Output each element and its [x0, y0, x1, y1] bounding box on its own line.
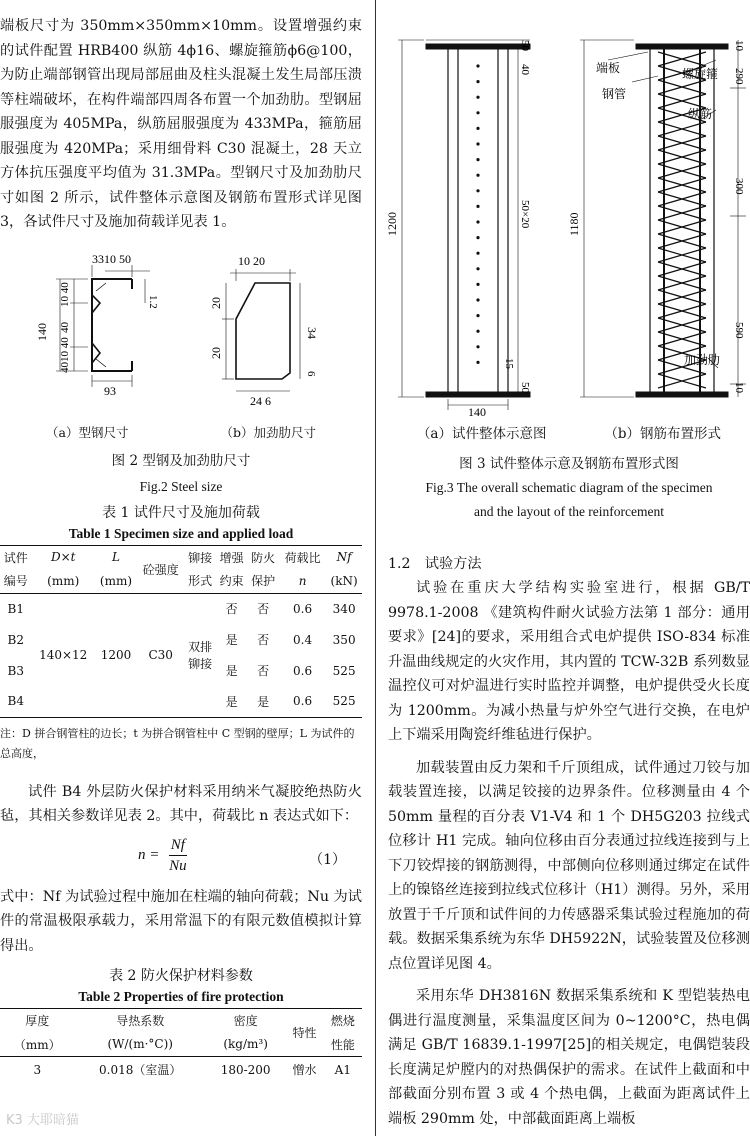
- table2-title-cn: 表 2 防火保护材料参数: [109, 968, 253, 984]
- t1-r4-n: 0.6: [293, 694, 313, 709]
- t1-rivet-2: 铆接: [188, 657, 213, 671]
- t2-h-dens: 密度: [233, 1014, 258, 1029]
- stiffener-drawing: [222, 269, 300, 391]
- dim-b-bottom: 24 6: [250, 393, 271, 408]
- rivet-dot: [476, 236, 479, 239]
- fig2-sub-b: （b）加劲肋尺寸: [220, 424, 316, 440]
- label-long-bar: 纵筋: [688, 107, 713, 121]
- t1-h-id: 试件: [3, 550, 28, 565]
- dim-3a-top: 50: [519, 40, 531, 51]
- t2-h-prop: 特性: [285, 1009, 323, 1057]
- eq-denominator: Nu: [169, 855, 187, 876]
- fig3-caption-cn: 图 3 试件整体示意及钢筋布置形式图: [459, 456, 679, 472]
- dim-b-top: 10 20: [238, 253, 265, 268]
- t1-r2-id: B2: [7, 632, 24, 647]
- t2-h2-thick: （mm）: [13, 1037, 61, 1052]
- t2-dens: 180-200: [220, 1062, 271, 1077]
- dim-3a-mid: 50×20: [519, 200, 531, 229]
- rivet-dot: [476, 205, 479, 208]
- t1-r1-id: B1: [7, 601, 24, 616]
- dim-b-left2: 20: [209, 346, 223, 359]
- fig3-sub-b: （b）钢筋布置形式: [604, 426, 722, 442]
- rivet-dot: [476, 345, 479, 348]
- t2-h2-cond: (W/(m·°C)): [107, 1037, 173, 1052]
- table1-note: 注：D 拼合钢管柱的边长；t 为拼合钢管柱中 C 型钢的壁厚；L 为试件的总高度，: [0, 726, 355, 760]
- t1-h-nf: Nf: [336, 550, 352, 565]
- dim-3a-total: 1200: [385, 212, 399, 236]
- t1-r4-fh: 是: [257, 694, 270, 709]
- label-stiffener: 加劲肋: [684, 353, 721, 367]
- figure-3: [385, 0, 750, 419]
- fig3-caption-en2: and the layout of the reinforcement: [473, 504, 665, 519]
- dim-3b-590: 590: [733, 322, 745, 339]
- t1-l: 1200: [100, 648, 132, 662]
- t2-prop: 憎水: [292, 1063, 317, 1078]
- t2-cond: 0.018（室温）: [99, 1063, 182, 1078]
- t1-h2-fh: 保护: [251, 574, 276, 589]
- dim-3b-10a: 10: [733, 40, 745, 51]
- paragraph-eq-explain: 式中：Nf 为试验过程中施加在柱端的轴向荷载；Nu 为试件的常温极限承载力，采用常温下的有限元数值模拟计算得出。: [0, 888, 362, 954]
- column-divider: [375, 0, 376, 1136]
- rivet-dot: [476, 283, 479, 286]
- rivet-dot: [476, 267, 479, 270]
- t1-dt: 140×12: [39, 648, 88, 662]
- dim-a-left-total: 140: [35, 322, 49, 341]
- fig2-caption-cn: 图 2 型钢及加劲肋尺寸: [111, 452, 251, 469]
- t1-r1-fh: 否: [257, 602, 270, 617]
- dim-a-1-2: 1.2: [147, 294, 159, 309]
- t1-h2-l: (mm): [99, 573, 133, 588]
- t1-r2-n: 0.4: [293, 632, 313, 647]
- dim-b-left1: 20: [209, 296, 223, 309]
- paragraph-specimen-config: 端板尺寸为 350mm×350mm×10mm。设置增强约束的试件配置 HRB400 纵筋 4ϕ16、螺旋箍筋ϕ6@100，为防止端部钢管出现局部屈曲及柱头混凝土发生局部压溃等柱端破坏，在构件端部四周各布置一个加劲肋。型钢屈服强度为 405MPa，纵筋屈服强度为 433MPa，箍筋屈服强度为 420MPa；采用细骨料 C30 混凝土，28 天立方体抗压强度平均值为 31.3MPa。型钢尺寸及加劲肋尺寸如图 2 所示，试件整体示意图及钢筋布置形式详见图 3，各试件尺寸及施加荷载详见表 1。: [0, 18, 362, 230]
- rivet-dot: [476, 189, 479, 192]
- t2-h2-dens: (kg/m³): [223, 1037, 268, 1052]
- table1-title-en: Table 1 Specimen size and applied load: [68, 525, 294, 541]
- dim-b-right2: 6: [305, 370, 317, 376]
- equation-1: [0, 829, 362, 885]
- t2-h2-burn: 性能: [330, 1037, 355, 1052]
- t1-r4-zq: 是: [225, 694, 238, 709]
- table-2: [0, 1008, 362, 1083]
- t1-h2-zq: 约束: [219, 574, 244, 589]
- dim-3b-10b: 10: [733, 382, 745, 393]
- t1-r3-nf: 525: [332, 663, 356, 678]
- dim-a-bottom: 93: [104, 383, 116, 398]
- figure-2: [0, 243, 362, 431]
- dim-a-left-bot: 4010 40: [59, 336, 71, 373]
- dim-a-top: 3310 50: [92, 251, 131, 266]
- t1-r3-zq: 是: [225, 664, 238, 678]
- t2-h-thick: 厚度: [25, 1014, 50, 1029]
- rivet-dot: [476, 314, 479, 317]
- paragraph-fire-protection: 试件 B4 外层防火保护材料采用纳米气凝胶绝热防火毡，其相关参数详见表 2。其中，荷载比 n 表达式如下：: [0, 783, 362, 824]
- rivet-dot: [476, 111, 479, 114]
- t1-r4-nf: 525: [332, 694, 356, 709]
- rivet-dot: [476, 252, 479, 255]
- dim-3a-bot2: 15: [503, 358, 515, 369]
- dim-a-left-mid: 40: [59, 321, 71, 333]
- fig2-caption-en: Fig.2 Steel size: [139, 478, 223, 494]
- rivet-dot: [476, 220, 479, 223]
- spiral-stirrup: [658, 52, 706, 388]
- rivet-dot: [476, 158, 479, 161]
- t2-h-burn: 燃烧: [330, 1014, 355, 1029]
- fig3-sub-a: （a）试件整体示意图: [416, 426, 547, 442]
- left-column: [0, 0, 362, 1083]
- rivet-dot: [476, 80, 479, 83]
- t1-h-rivet: 铆接: [188, 550, 213, 565]
- table2-title-en: Table 2 Properties of fire protection: [78, 989, 284, 1004]
- t1-h2-id: 编号: [3, 574, 28, 589]
- t1-rivet-1: 双排: [188, 640, 213, 654]
- t2-h-cond: 导热系数: [116, 1014, 165, 1029]
- table-1: [0, 545, 362, 718]
- t1-h-l: L: [111, 550, 120, 565]
- t1-r3-id: B3: [7, 663, 24, 678]
- eq-lhs: n =: [138, 846, 160, 863]
- rivet-dot: [476, 330, 479, 333]
- rivet-dot: [476, 127, 479, 130]
- t2-thick: 3: [33, 1062, 42, 1077]
- rivet-dots: [476, 64, 479, 364]
- t1-h-fh: 防火: [251, 550, 276, 565]
- watermark: K3 大耶暗猫: [6, 1113, 79, 1128]
- rivet-dot: [476, 142, 479, 145]
- fig2-sub-a: （a）型钢尺寸: [46, 424, 129, 440]
- t1-r1-n: 0.6: [293, 601, 313, 616]
- t1-h2-dt: (mm): [47, 573, 80, 588]
- t1-r3-fh: 否: [257, 664, 270, 678]
- table-row: [0, 593, 362, 624]
- paragraph-test-method: 试验在重庆大学结构实验室进行，根据 GB/T 9978.1-2008 《建筑构件耐火试验方法第 1 部分：通用要求》[24]的要求，采用组合式电炉提供 ISO-834 标准升温曲线规定的火灾作用，其内置的 TCW-32B 系列数显温控仪可对炉温进行实时监控并调整，电炉提供受火长度为 1200mm。为减小热量与炉外空气进行交换，在电炉上下端采用陶瓷纤维毡进行保护。: [388, 580, 750, 743]
- paragraph-temperature: 采用东华 DH3816N 数据采集系统和 K 型铠装热电偶进行温度测量，采集温度区间为 0~1200°C，热电偶满足 GB/T 16839.1-1997[25]的相关规定，电偶铠装段长度满足炉膛内的对热偶保护的需求。在试件上截面和中部截面分别布置 3 或 4 个热电偶，上截面为距离试件上端板 290mm 处，中部截面距离上端板: [388, 988, 750, 1127]
- rivet-dot: [476, 174, 479, 177]
- t1-r4-id: B4: [7, 694, 24, 709]
- rivet-dot: [476, 298, 479, 301]
- dim-b-right1: 34: [305, 326, 319, 339]
- t1-conc: C30: [148, 648, 173, 662]
- t1-h-dt: D×t: [50, 550, 76, 565]
- t1-h2-n: n: [298, 573, 307, 588]
- t1-h-conc: 砼强度: [137, 545, 184, 593]
- dim-a-left-top: 10 40: [59, 281, 71, 307]
- t1-rivet: [184, 593, 216, 717]
- t1-r2-zq: 是: [225, 633, 238, 647]
- label-steel-tube: 钢管: [602, 87, 627, 101]
- label-end-plate: 端板: [596, 61, 621, 75]
- rivet-dot: [476, 361, 479, 364]
- t1-h-zq: 增强: [219, 550, 244, 565]
- table-row: [0, 1057, 362, 1083]
- dim-3a-bot: 50: [519, 382, 531, 393]
- eq-number: （1）: [309, 851, 346, 868]
- t1-r1-nf: 340: [332, 601, 356, 616]
- t1-r2-fh: 否: [257, 633, 270, 647]
- t1-r1-zq: 否: [225, 602, 238, 617]
- paragraph-loading: 加载装置由反力架和千斤顶组成，试件通过刀铰与加载装置连接，以满足铰接的边界条件。位移测量由 4 个 50mm 量程的百分表 V1-V4 和 1 个 DH5G203 拉线式位移计 H1 完成。轴向位移由百分表通过拉线连接到与上下刀铰焊接的钢筋测得，中部侧向位移则通过绑定在试件上的镍铬丝连接到拉线式位移计（H1）测得。另外，采用放置于千斤顶和试件间的力传感器采集试验过程施加的荷载。数据采集系统为东华 DH5922N，试验装置及位移测点位置详见图 4。: [388, 759, 750, 972]
- eq-numerator: Nf: [170, 836, 185, 853]
- figure-2-drawing: [0, 243, 362, 431]
- section-heading: 1.2 试验方法: [388, 556, 482, 572]
- dim-3b-290: 290: [733, 68, 745, 85]
- t2-burn: A1: [334, 1062, 351, 1077]
- rivet-dot: [476, 96, 479, 99]
- label-spiral: 螺旋箍: [682, 67, 719, 81]
- t1-h2-nf: (kN): [330, 573, 358, 588]
- dim-3b-300: 300: [733, 178, 745, 195]
- fig3-caption-en1: Fig.3 The overall schematic diagram of the specimen: [425, 480, 713, 495]
- right-column: [385, 0, 750, 1131]
- t1-h2-rivet: 形式: [188, 574, 213, 589]
- t1-r3-n: 0.6: [293, 663, 313, 678]
- rivet-dot: [476, 64, 479, 67]
- table1-title-cn: 表 1 试件尺寸及施加荷载: [102, 504, 260, 521]
- specimen-overall-drawing: [398, 40, 530, 410]
- dim-3a-width: 140: [468, 405, 486, 419]
- dim-3b-total: 1180: [567, 212, 581, 236]
- t1-r2-nf: 350: [332, 632, 356, 647]
- dim-3a-top2: 40: [519, 64, 531, 75]
- t1-h-n: 荷载比: [284, 550, 321, 565]
- figure-3-drawing: [385, 0, 750, 419]
